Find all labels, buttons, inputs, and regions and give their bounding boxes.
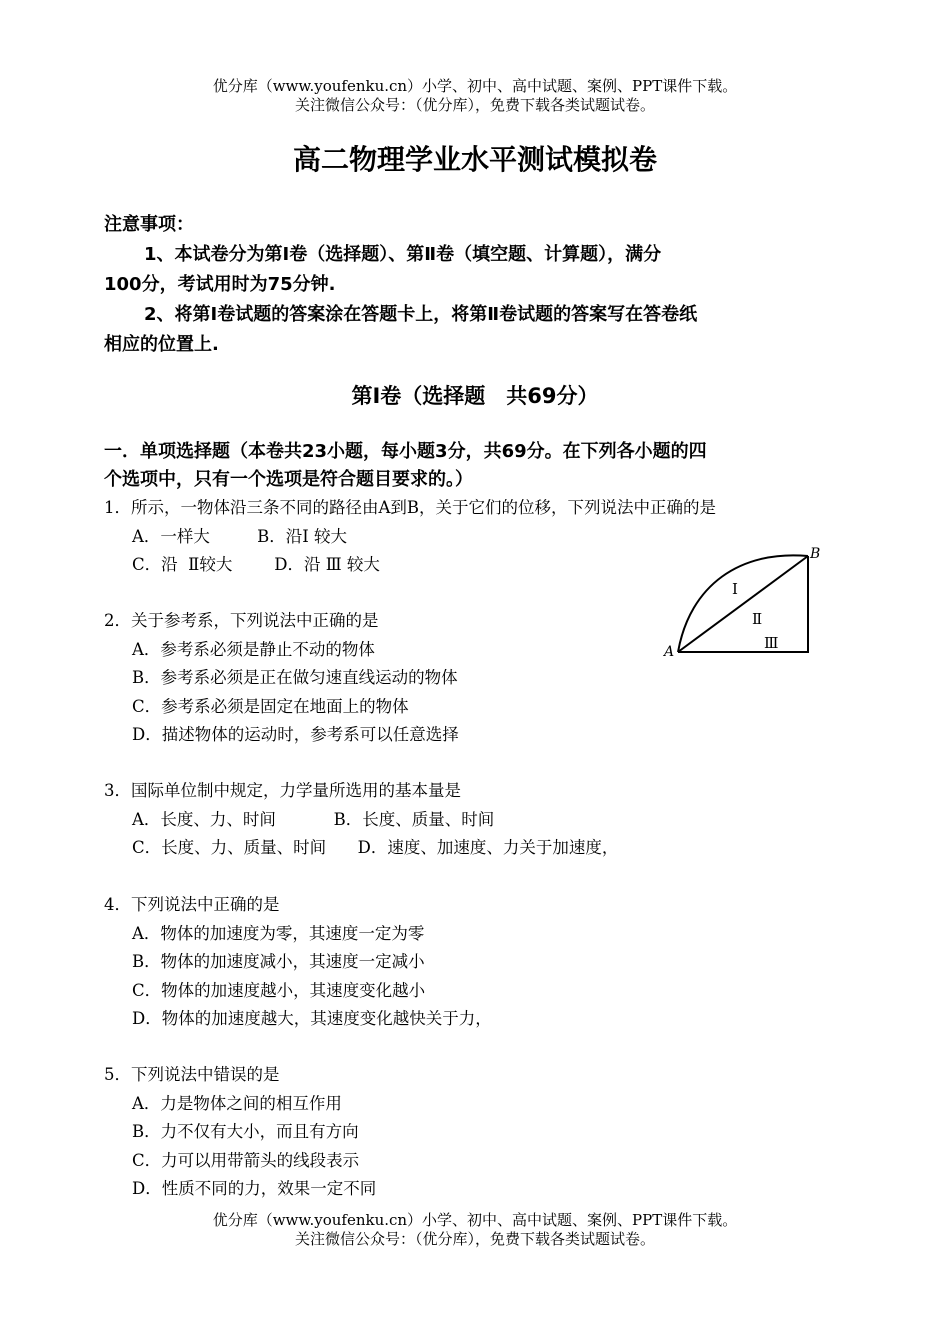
question-stem: 1．所示，一物体沿三条不同的路径由A到B，关于它们的位移，下列说法中正确的是 — [104, 498, 717, 517]
header-line-2: 关注微信公众号：（优分库），免费下载各类试题试卷。 — [294, 96, 655, 114]
option-c: C．物体的加速度越小，其速度变化越小 — [132, 980, 426, 1000]
question-1 — [104, 494, 716, 580]
option-a: A．力是物体之间的相互作用 — [132, 1093, 342, 1113]
header-line-1: 优分库（www.youfenku.cn）小学、初中、高中试题、案例、PPT课件下载。 — [212, 77, 738, 95]
question-options-row: C．长度、力、质量、时间 D．速度、加速度、力关于加速度， — [132, 838, 619, 857]
question-options-row: C．沿 Ⅱ较大 D．沿 Ⅲ 较大 — [132, 555, 380, 574]
footer-line-2: 关注微信公众号：（优分库），免费下载各类试题试卷。 — [294, 1230, 655, 1248]
notice-heading: 注意事项： — [104, 214, 194, 235]
question-stem: 5．下列说法中错误的是 — [104, 1065, 280, 1084]
option-b: B．物体的加速度减小，其速度一定减小 — [132, 952, 425, 971]
part-heading — [104, 438, 850, 494]
option-d: D．描述物体的运动时，参考系可以任意选择 — [132, 725, 459, 744]
section-title: 第Ⅰ卷（选择题 共69分） — [351, 384, 599, 408]
option-b: B．参考系必须是正在做匀速直线运动的物体 — [132, 668, 458, 687]
question-stem: 4．下列说法中正确的是 — [104, 895, 280, 914]
option-c: C．力可以用带箭头的线段表示 — [132, 1150, 360, 1170]
question-options-row: A．一样大 B．沿Ⅰ 较大 — [132, 526, 348, 546]
notice-item-2-cont: 相应的位置上. — [104, 334, 219, 355]
question-options-row: A．长度、力、时间 B．长度、质量、时间 — [132, 809, 495, 829]
notice-item-1: 1、本试卷分为第Ⅰ卷（选择题）、第Ⅱ卷（填空题、计算题），满分 — [144, 244, 662, 265]
option-d: D．性质不同的力，效果一定不同 — [132, 1179, 377, 1198]
part-heading-line-2: 个选项中，只有一个选项是符合题目要求的。） — [104, 469, 473, 490]
label-a: A — [664, 644, 675, 660]
label-b: B — [810, 546, 821, 562]
notice-block — [104, 210, 850, 360]
question-5 — [104, 1061, 376, 1204]
notice-item-2: 2、将第Ⅰ卷试题的答案涂在答题卡上，将第Ⅱ卷试题的答案写在答卷纸 — [144, 304, 698, 325]
option-b: B．力不仅有大小，而且有方向 — [132, 1122, 359, 1141]
question-stem: 2．关于参考系，下列说法中正确的是 — [104, 611, 379, 630]
path-II-line — [678, 556, 808, 652]
option-a: A．参考系必须是静止不动的物体 — [132, 639, 375, 659]
page-title: 高二物理学业水平测试模拟卷 — [292, 143, 657, 176]
page-footer — [0, 1211, 950, 1249]
label-path-1: Ⅰ — [732, 580, 738, 598]
part-heading-line-1: 一．单项选择题（本卷共23小题，每小题3分，共69分。在下列各小题的四 — [104, 441, 707, 462]
question-3 — [104, 777, 618, 863]
option-a: A．物体的加速度为零，其速度一定为零 — [132, 923, 425, 943]
question-4 — [104, 891, 492, 1034]
question-stem: 3．国际单位制中规定，力学量所选用的基本量是 — [104, 781, 461, 800]
notice-item-1-cont: 100分，考试用时为75分钟. — [104, 274, 336, 295]
path-diagram — [660, 540, 835, 660]
footer-line-1: 优分库（www.youfenku.cn）小学、初中、高中试题、案例、PPT课件下载。 — [212, 1211, 738, 1229]
page-header — [0, 77, 950, 115]
label-path-3: Ⅲ — [764, 634, 779, 652]
question-2 — [104, 607, 459, 750]
option-c: C．参考系必须是固定在地面上的物体 — [132, 696, 409, 716]
label-path-2: Ⅱ — [752, 610, 763, 628]
option-d: D．物体的加速度越大，其速度变化越快关于力， — [132, 1009, 492, 1028]
